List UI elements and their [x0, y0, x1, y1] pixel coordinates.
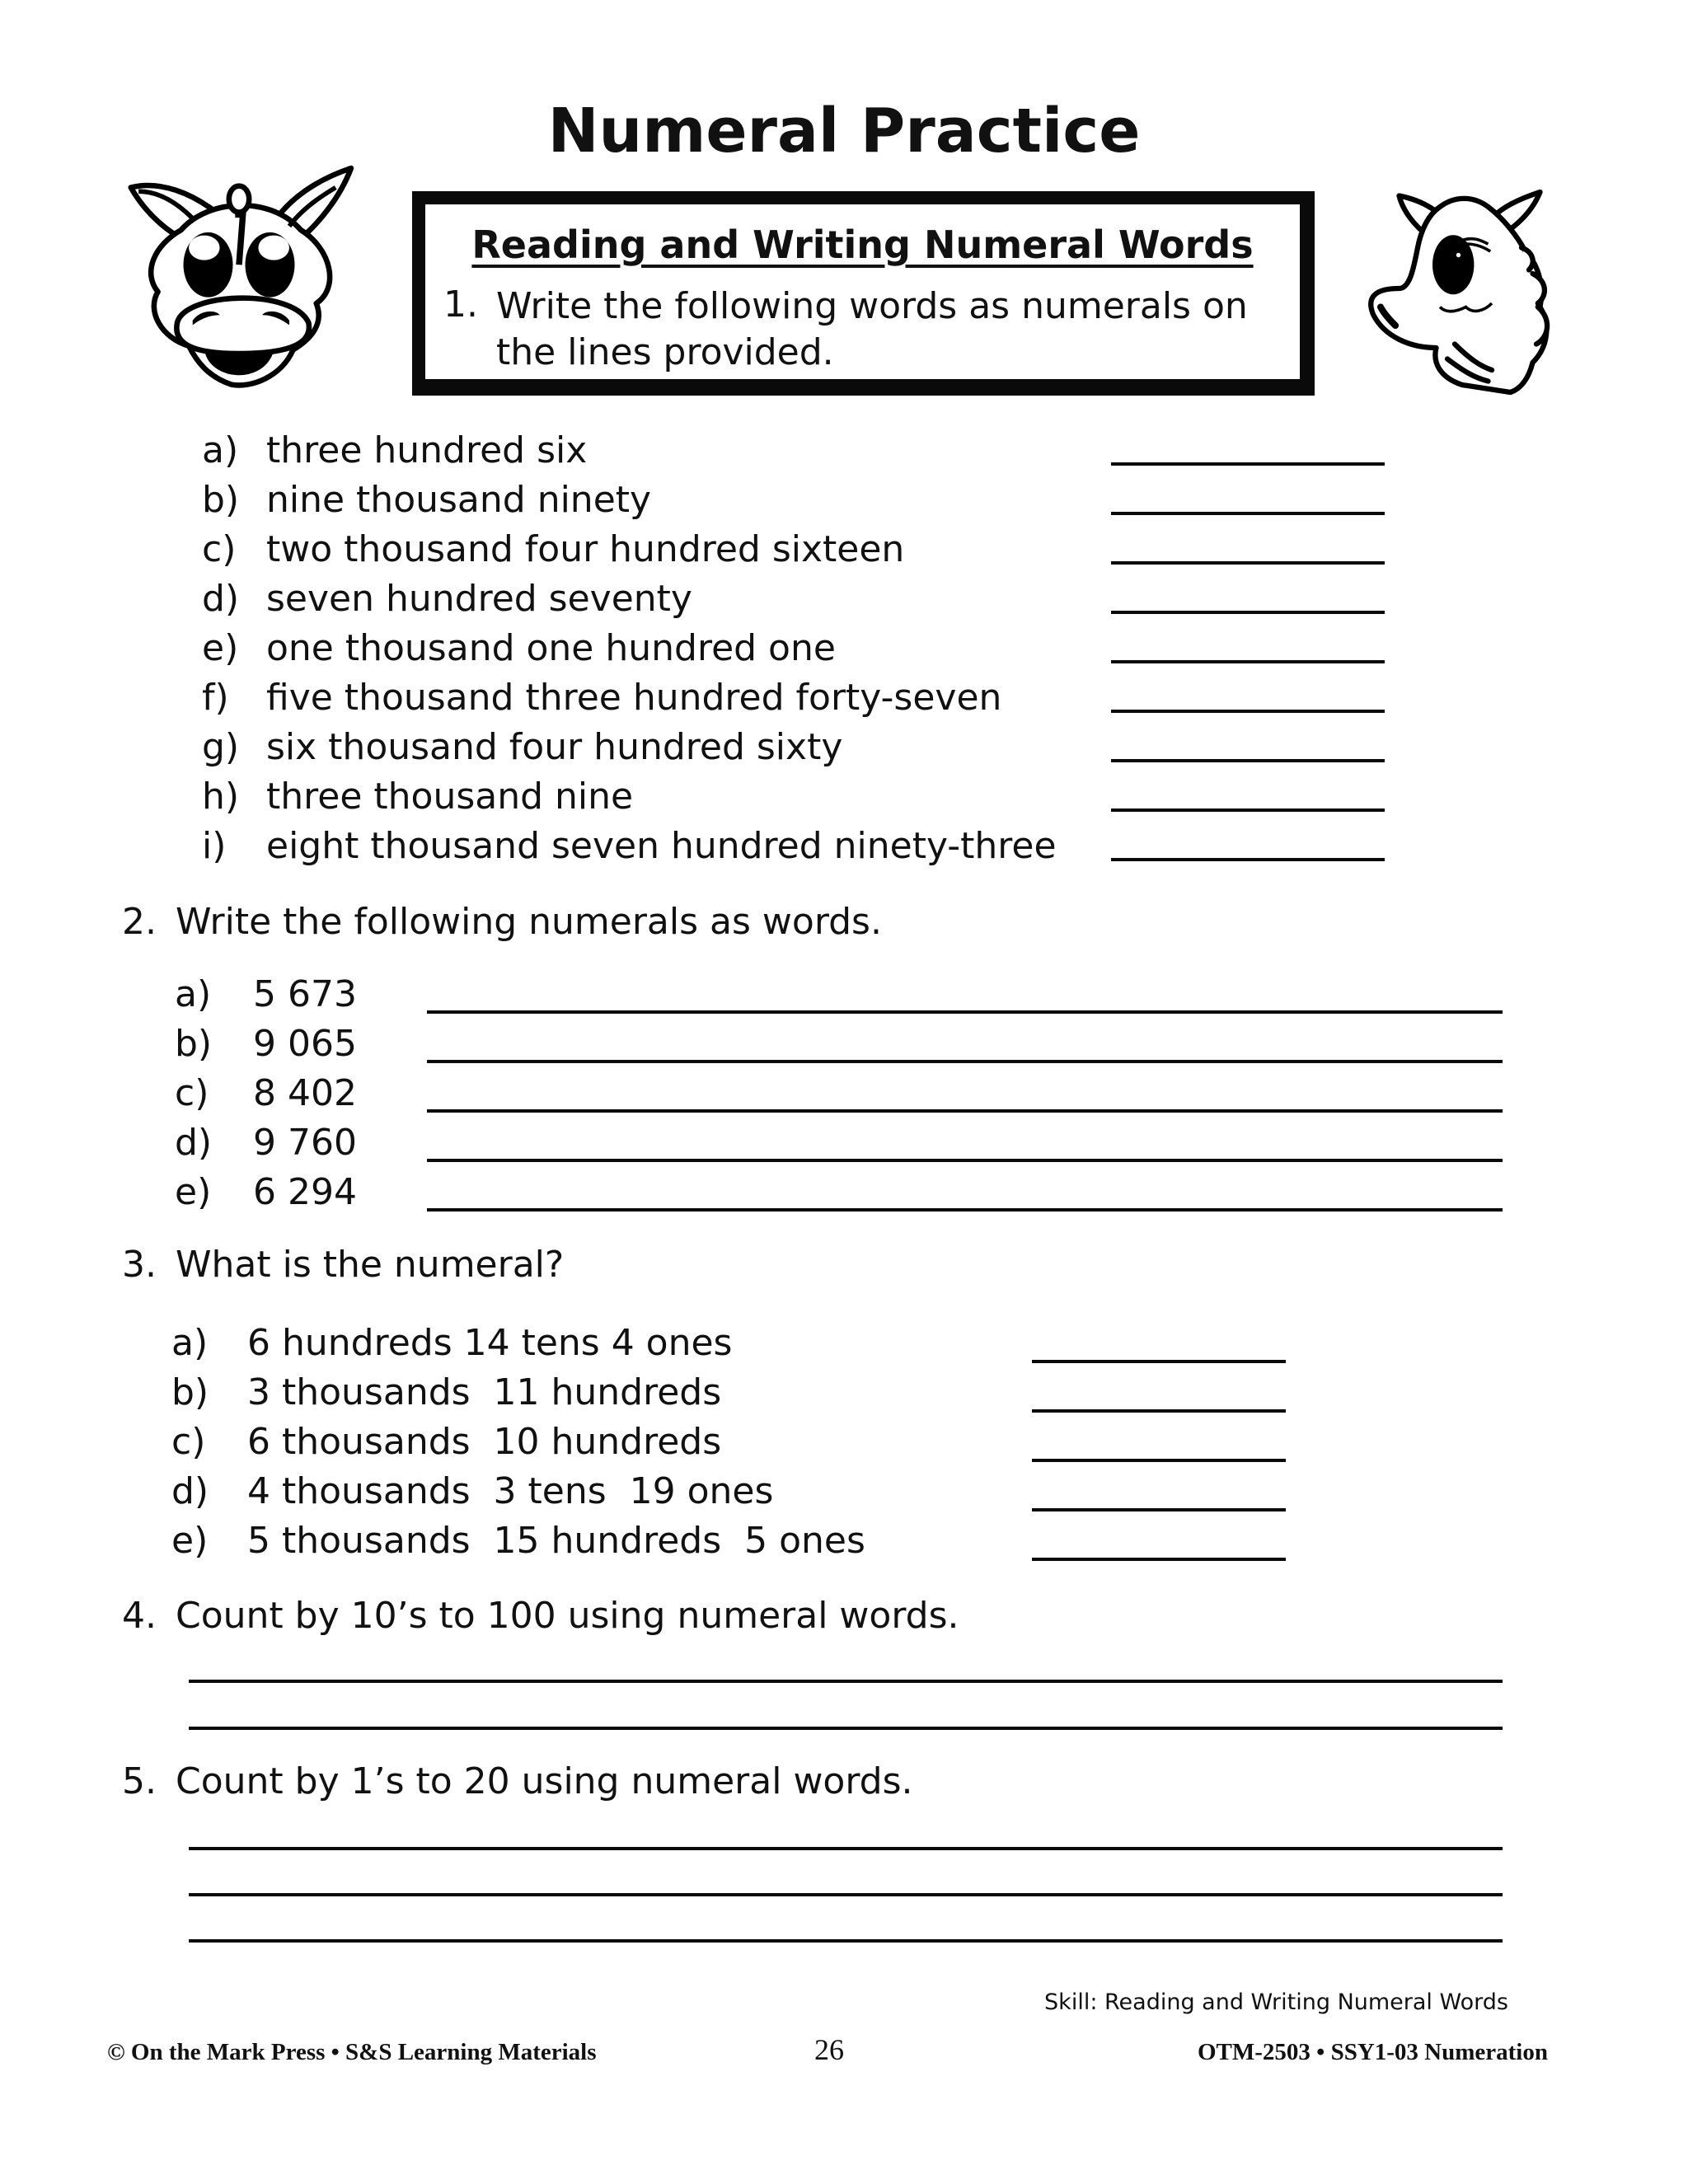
section-3-number: 3. [122, 1244, 157, 1286]
item-label: e) [175, 1171, 212, 1213]
item-text: 5 673 [253, 973, 357, 1015]
item-text: 8 402 [253, 1072, 357, 1114]
item-text: three hundred six [266, 429, 588, 471]
question-instruction: Write the following words as numerals on the lines provided. [496, 285, 1248, 373]
answer-line[interactable] [189, 1939, 1503, 1943]
item-text: seven hundred seventy [266, 578, 692, 620]
item-text: eight thousand seven hundred ninety-three [266, 825, 1057, 867]
item-label: a) [171, 1322, 209, 1364]
cow-mascot-icon [115, 157, 363, 404]
item-label: c) [175, 1072, 209, 1114]
item-text: three thousand nine [266, 776, 634, 818]
item-label: b) [171, 1371, 209, 1413]
item-label: h) [202, 776, 240, 818]
section-4-heading: Count by 10’s to 100 using numeral words. [176, 1595, 959, 1637]
answer-line[interactable] [189, 1893, 1503, 1896]
item-label: e) [171, 1520, 209, 1562]
item-label: g) [202, 726, 240, 768]
dragon-mascot-icon [1343, 177, 1566, 400]
answer-blank[interactable] [1111, 858, 1385, 861]
item-label: d) [202, 578, 240, 620]
item-label: d) [171, 1470, 209, 1512]
section-5-heading: Count by 1’s to 20 using numeral words. [176, 1760, 913, 1802]
item-text: six thousand four hundred sixty [266, 726, 843, 768]
item-text: 3 thousands 11 hundreds [247, 1371, 722, 1413]
item-text: 6 294 [253, 1171, 357, 1213]
item-text: two thousand four hundred sixteen [266, 528, 905, 570]
item-label: c) [202, 528, 237, 570]
answer-blank[interactable] [1032, 1459, 1286, 1462]
answer-line[interactable] [427, 1159, 1503, 1162]
answer-blank[interactable] [1111, 462, 1385, 466]
item-text: nine thousand ninety [266, 479, 652, 521]
answer-blank[interactable] [1111, 561, 1385, 565]
product-code: OTM-2503 • SSY1-03 Numeration [1197, 2039, 1548, 2065]
answer-line[interactable] [427, 1208, 1503, 1212]
page-title: Numeral Practice [547, 96, 1141, 166]
publisher-credit: © On the Mark Press • S&S Learning Materials [107, 2039, 597, 2065]
item-text: 4 thousands 3 tens 19 ones [247, 1470, 774, 1512]
item-text: 5 thousands 15 hundreds 5 ones [247, 1520, 865, 1562]
answer-blank[interactable] [1032, 1409, 1286, 1413]
item-label: d) [175, 1122, 213, 1164]
answer-blank[interactable] [1111, 660, 1385, 663]
item-text: 9 760 [253, 1122, 357, 1164]
answer-line[interactable] [189, 1847, 1503, 1850]
item-text: one thousand one hundred one [266, 627, 836, 669]
item-text: 6 thousands 10 hundreds [247, 1421, 722, 1463]
item-label: c) [171, 1421, 206, 1463]
item-text: 9 065 [253, 1023, 357, 1065]
skill-caption: Skill: Reading and Writing Numeral Words [1044, 1990, 1508, 2015]
section-2-number: 2. [122, 901, 157, 943]
answer-blank[interactable] [1032, 1360, 1286, 1363]
item-label: e) [202, 627, 239, 669]
answer-blank[interactable] [1111, 808, 1385, 812]
instruction-box [412, 191, 1315, 396]
answer-blank[interactable] [1111, 512, 1385, 515]
section-subtitle: Reading and Writing Numeral Words [471, 223, 1254, 267]
answer-line[interactable] [427, 1060, 1503, 1063]
answer-line[interactable] [427, 1109, 1503, 1113]
answer-line[interactable] [189, 1680, 1503, 1683]
section-4-number: 4. [122, 1595, 157, 1637]
answer-blank[interactable] [1111, 759, 1385, 762]
answer-blank[interactable] [1032, 1508, 1286, 1511]
page-number: 26 [814, 2033, 844, 2066]
section-2-heading: Write the following numerals as words. [176, 901, 882, 943]
answer-blank[interactable] [1111, 710, 1385, 713]
item-label: b) [202, 479, 240, 521]
section-5-number: 5. [122, 1760, 157, 1802]
answer-blank[interactable] [1032, 1558, 1286, 1561]
answer-line[interactable] [189, 1727, 1503, 1730]
question-number: 1. [443, 284, 478, 326]
item-text: 6 hundreds 14 tens 4 ones [247, 1322, 733, 1364]
item-label: a) [202, 429, 239, 471]
item-label: f) [202, 677, 229, 719]
item-text: five thousand three hundred forty-seven [266, 677, 1002, 719]
answer-blank[interactable] [1111, 611, 1385, 614]
answer-line[interactable] [427, 1010, 1503, 1014]
item-label: b) [175, 1023, 213, 1065]
item-label: i) [202, 825, 227, 867]
item-label: a) [175, 973, 212, 1015]
section-3-heading: What is the numeral? [176, 1244, 565, 1286]
